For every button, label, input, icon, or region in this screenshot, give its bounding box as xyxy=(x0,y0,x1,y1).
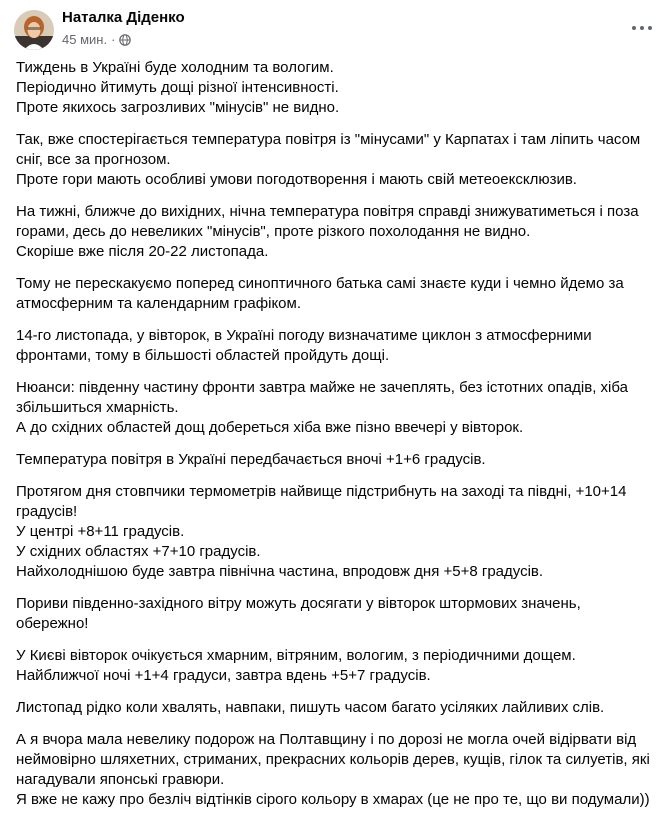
text-line: нагадували японські гравюри. xyxy=(16,771,225,788)
text-line: Проте якихось загрозливих "мінусів" не видно. xyxy=(16,99,340,116)
text-line: Я вже не кажу про безліч відтінків сірого кольору в хмарах (це не про те, що ви подумали)) xyxy=(16,791,650,808)
text-line: сніг, все за прогнозом. xyxy=(16,151,171,168)
text-line: збільшиться хмарність. xyxy=(16,399,179,416)
text-line: У Києві вівторок очікується хмарним, вітряним, вологим, з періодичними дощем. xyxy=(16,647,576,664)
text-line: А до східних областей дощ добереться хіба вже пізно ввечері у вівторок. xyxy=(16,419,524,436)
paragraph xyxy=(16,698,656,718)
author-name[interactable]: Наталка Діденко xyxy=(62,9,185,26)
text-line: Тиждень в Україні буде холодним та вологим. xyxy=(16,59,334,76)
paragraph xyxy=(16,202,656,262)
text-line: атмосферним та календарним графіком. xyxy=(16,295,301,312)
text-line: Так, вже спостерігається температура повітря із "мінусами" у Карпатах і там ліпить часом xyxy=(16,131,641,148)
avatar[interactable] xyxy=(14,10,54,50)
text-line: Листопад рідко коли хвалять, навпаки, пишуть часом багато усіляких лайливих слів. xyxy=(16,699,605,716)
text-line: Скоріше вже після 20-22 листопада. xyxy=(16,243,269,260)
paragraph xyxy=(16,594,656,634)
text-line: Температура повітря в Україні передбачається вночі +1+6 градусів. xyxy=(16,451,486,468)
text-line: Проте гори мають особливі умови погодотворення і мають свій метеоексклюзив. xyxy=(16,171,577,188)
text-line: У центрі +8+11 градусів. xyxy=(16,523,185,540)
text-line: У східних областях +7+10 градусів. xyxy=(16,543,261,560)
paragraph xyxy=(16,482,656,582)
paragraph xyxy=(16,646,656,686)
post-meta xyxy=(62,32,131,47)
post-header xyxy=(0,0,672,56)
text-line: Найхолоднішою буде завтра північна частина, впродовж дня +5+8 градусів. xyxy=(16,563,544,580)
text-line: На тижні, ближче до вихідних, нічна температура повітря справді знижуватиметься і поза xyxy=(16,203,639,220)
text-line: фронтами, тому в більшості областей пройдуть дощі. xyxy=(16,347,390,364)
meta-separator: · xyxy=(111,32,116,47)
text-line: горами, десь до невеликих "мінусів", проте різкого похолодання не видно. xyxy=(16,223,531,240)
paragraph xyxy=(16,130,656,190)
paragraph xyxy=(16,730,656,810)
text-line: Тому не перескакуємо поперед синоптичного батька самі знаєте куди і чемно йдемо за xyxy=(16,275,624,292)
paragraph xyxy=(16,378,656,438)
paragraph xyxy=(16,58,656,118)
text-line: Пориви південно-західного вітру можуть досягати у вівторок штормових значень, xyxy=(16,595,581,612)
text-line: неймовірно шляхетних, стриманих, прекрасних кольорів дерев, кущів, гілок та силуетів, які xyxy=(16,751,650,768)
text-line: Нюанси: південну частину фронти завтра майже не зачеплять, без істотних опадів, хіба xyxy=(16,379,628,396)
text-line: 14-го листопада, у вівторок, в Україні погоду визначатиме циклон з атмосферними xyxy=(16,327,592,344)
paragraph xyxy=(16,450,656,470)
text-line: Протягом дня стовпчики термометрів найвище підстрибнуть на заході та півдні, +10+14 xyxy=(16,483,627,500)
text-line: А я вчора мала невелику подорож на Полтавщину і по дорозі не могла очей відірвати від xyxy=(16,731,637,748)
text-line: Періодично йтимуть дощі різної інтенсивності. xyxy=(16,79,339,96)
globe-icon[interactable] xyxy=(119,34,131,46)
text-line: Найближчої ночі +1+4 градуси, завтра вдень +5+7 градусів. xyxy=(16,667,431,684)
more-horizontal-icon[interactable] xyxy=(626,14,658,42)
post-timestamp[interactable]: 45 мин. xyxy=(62,32,108,47)
paragraph xyxy=(16,326,656,366)
post-body xyxy=(16,58,656,822)
text-line: градусів! xyxy=(16,503,78,520)
text-line: обережно! xyxy=(16,615,89,632)
paragraph xyxy=(16,274,656,314)
